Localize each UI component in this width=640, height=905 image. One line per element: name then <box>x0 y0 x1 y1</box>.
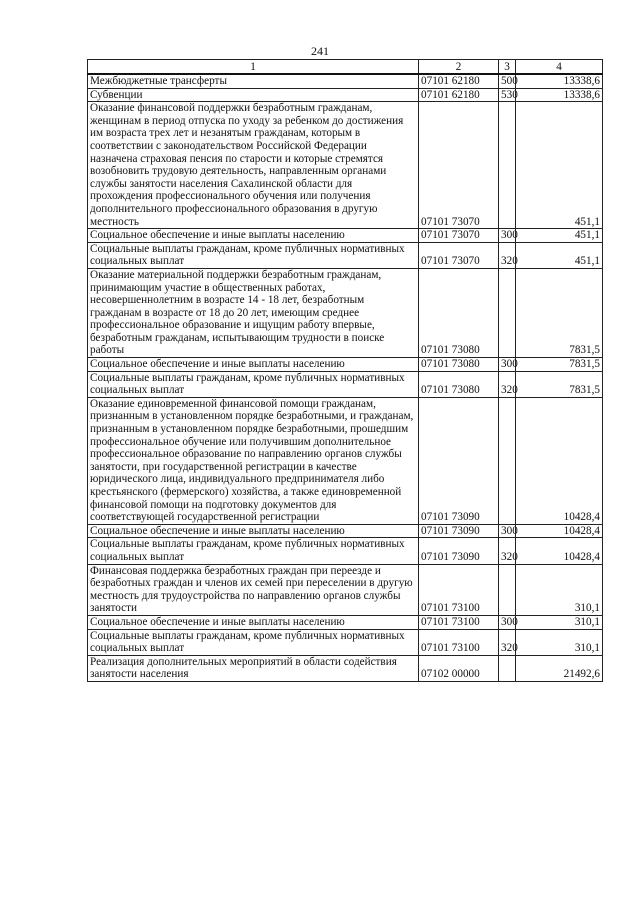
row-code-cell: 07101 73080 <box>419 268 499 357</box>
row-code-cell: 07101 73090 <box>419 538 499 564</box>
column-header-amount: 4 <box>516 60 603 75</box>
row-amount-cell: 451,1 <box>516 242 603 268</box>
row-code-cell: 07101 73100 <box>419 629 499 655</box>
row-amount-cell: 7831,5 <box>516 371 603 397</box>
row-amount-cell: 10428,4 <box>516 397 603 524</box>
row-amount-cell: 10428,4 <box>516 524 603 538</box>
row-amount-cell: 451,1 <box>516 229 603 243</box>
table-row <box>88 564 603 615</box>
row-name-cell: Социальные выплаты гражданам, кроме публичных нормативных социальных выплат <box>88 242 419 268</box>
table-row <box>88 655 603 681</box>
row-name-cell: Финансовая поддержка безработных граждан при переезде и безработных граждан и членов их семей при переселении в другую местность для трудоустройства по направлению органов службы занятости <box>88 564 419 615</box>
column-header-type: 3 <box>499 60 516 75</box>
budget-table <box>87 59 603 682</box>
table-row <box>88 102 603 229</box>
row-amount-cell: 310,1 <box>516 564 603 615</box>
row-type-cell <box>499 397 516 524</box>
row-amount-cell: 10428,4 <box>516 538 603 564</box>
row-amount-cell: 451,1 <box>516 102 603 229</box>
row-type-cell: 500 <box>499 74 516 88</box>
table-row <box>88 268 603 357</box>
row-amount-cell: 310,1 <box>516 615 603 629</box>
row-name-cell: Оказание единовременной финансовой помощи гражданам, признанным в установленном порядке безработными, и гражданам, признанным в установленном порядке безработными, прошедшим профессиональное обучение или получившим дополнительное профессиональное образование по направлению органов службы занятости, при государственной регистрации в качестве юридического лица, индивидуального предпринимателя либо крестьянского (фермерского) хозяйства, а также единовременной финансовой помощи на подготовку документов для соответствующей государственной регистрации <box>88 397 419 524</box>
row-type-cell: 300 <box>499 524 516 538</box>
row-name-cell: Реализация дополнительных мероприятий в области содействия занятости населения <box>88 655 419 681</box>
row-amount-cell: 13338,6 <box>516 74 603 88</box>
row-code-cell: 07102 00000 <box>419 655 499 681</box>
row-code-cell: 07101 62180 <box>419 88 499 102</box>
row-code-cell: 07101 73100 <box>419 564 499 615</box>
row-amount-cell: 7831,5 <box>516 358 603 372</box>
row-name-cell: Социальное обеспечение и иные выплаты населению <box>88 615 419 629</box>
row-name-cell: Социальные выплаты гражданам, кроме публичных нормативных социальных выплат <box>88 629 419 655</box>
row-name-cell: Социальное обеспечение и иные выплаты населению <box>88 229 419 243</box>
table-row <box>88 615 603 629</box>
column-header-code: 2 <box>419 60 499 75</box>
column-header-name: 1 <box>88 60 419 75</box>
row-code-cell: 07101 73100 <box>419 615 499 629</box>
row-code-cell: 07101 73080 <box>419 371 499 397</box>
row-type-cell: 320 <box>499 242 516 268</box>
row-amount-cell: 21492,6 <box>516 655 603 681</box>
row-type-cell <box>499 268 516 357</box>
row-type-cell: 320 <box>499 629 516 655</box>
row-name-cell: Социальные выплаты гражданам, кроме публичных нормативных социальных выплат <box>88 371 419 397</box>
row-amount-cell: 310,1 <box>516 629 603 655</box>
row-type-cell <box>499 564 516 615</box>
table-row <box>88 629 603 655</box>
row-name-cell: Социальное обеспечение и иные выплаты населению <box>88 358 419 372</box>
row-name-cell: Субвенции <box>88 88 419 102</box>
row-code-cell: 07101 73090 <box>419 524 499 538</box>
row-type-cell: 300 <box>499 358 516 372</box>
page-number: 241 <box>311 44 329 58</box>
row-code-cell: 07101 73070 <box>419 229 499 243</box>
table-row <box>88 242 603 268</box>
table-row <box>88 358 603 372</box>
row-code-cell: 07101 62180 <box>419 74 499 88</box>
row-name-cell: Оказание финансовой поддержки безработным гражданам, женщинам в период отпуска по уходу за ребенком до достижения им возраста трех лет и незанятым гражданам, которым в соответствии с законодательством Российской Федерации назначена страховая пенсия по старости и которые стремятся возобновить трудовую деятельность, направленным органами службы занятости населения Сахалинской области для прохождения профессионального обучения или получения дополнительного профессионального образования в другую местность <box>88 102 419 229</box>
row-type-cell: 530 <box>499 88 516 102</box>
row-type-cell: 320 <box>499 538 516 564</box>
row-code-cell: 07101 73090 <box>419 397 499 524</box>
row-name-cell: Социальное обеспечение и иные выплаты населению <box>88 524 419 538</box>
table-row <box>88 74 603 88</box>
row-amount-cell: 13338,6 <box>516 88 603 102</box>
row-name-cell: Оказание материальной поддержки безработным гражданам, принимающим участие в общественных работах, несовершеннолетним в возрасте 14 - 18 лет, безработным гражданам в возрасте от 18 до 20 лет, имеющим среднее профессиональное образование и ищущим работу впервые, безработным гражданам, испытывающим трудности в поиске работы <box>88 268 419 357</box>
table-row <box>88 397 603 524</box>
table-row <box>88 88 603 102</box>
row-code-cell: 07101 73080 <box>419 358 499 372</box>
row-code-cell: 07101 73070 <box>419 102 499 229</box>
table-row <box>88 538 603 564</box>
table-row <box>88 229 603 243</box>
table-row <box>88 371 603 397</box>
row-code-cell: 07101 73070 <box>419 242 499 268</box>
row-type-cell <box>499 655 516 681</box>
row-type-cell: 300 <box>499 229 516 243</box>
row-type-cell <box>499 102 516 229</box>
row-type-cell: 300 <box>499 615 516 629</box>
table-header-row <box>88 60 603 75</box>
row-amount-cell: 7831,5 <box>516 268 603 357</box>
table-row <box>88 524 603 538</box>
row-name-cell: Социальные выплаты гражданам, кроме публичных нормативных социальных выплат <box>88 538 419 564</box>
row-type-cell: 320 <box>499 371 516 397</box>
row-name-cell: Межбюджетные трансферты <box>88 74 419 88</box>
